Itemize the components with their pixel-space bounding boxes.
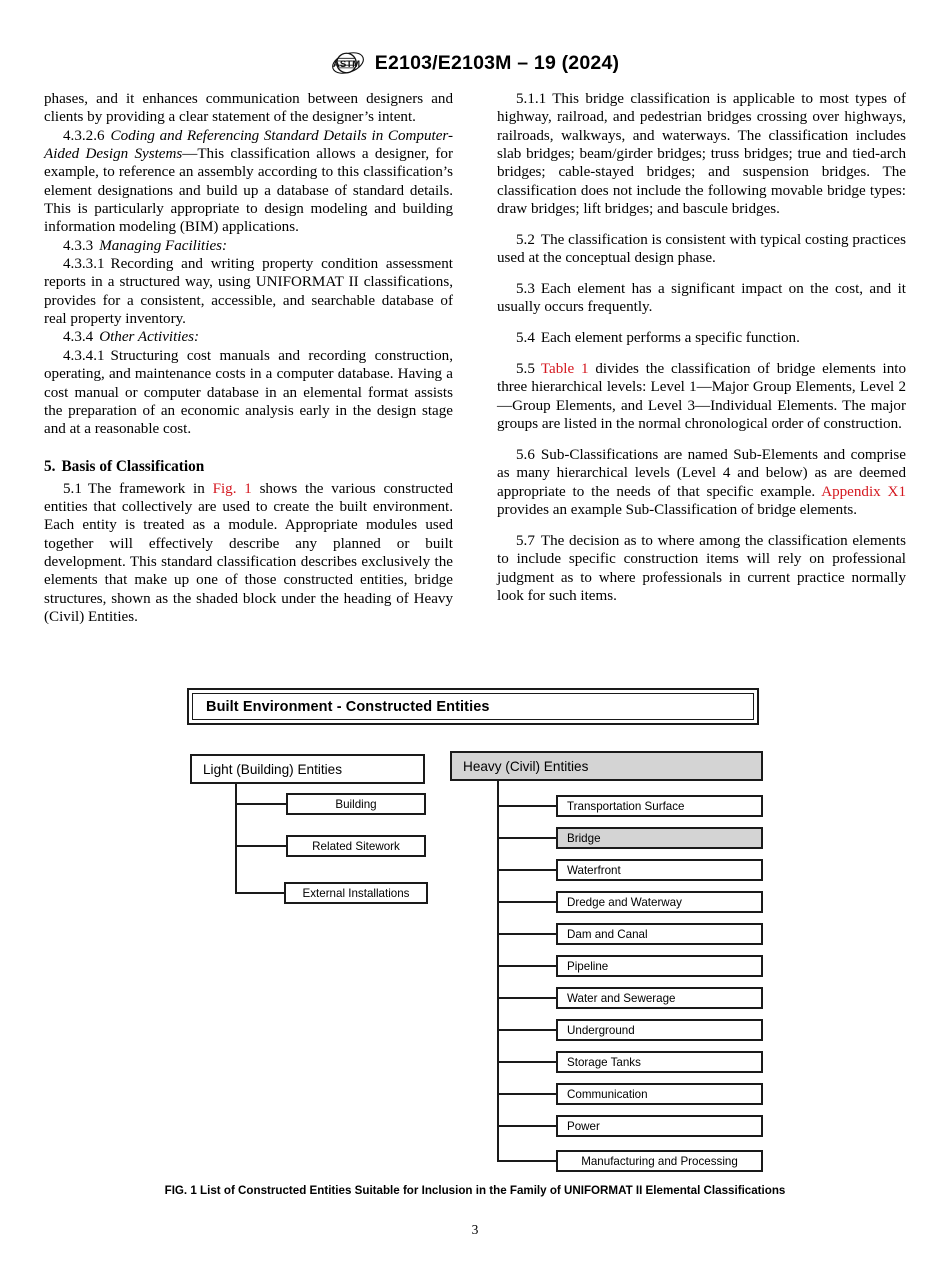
node-communication	[556, 1083, 763, 1105]
node-label: Related Sitework	[312, 839, 400, 853]
connector-horizontal-right-12	[497, 1160, 556, 1162]
connector-horizontal-left-3	[235, 892, 286, 894]
clause-number: 5.1.1	[516, 91, 547, 107]
paragraph-5-1-1	[497, 90, 906, 218]
paragraph-4-3-2-6	[44, 127, 453, 237]
node-label: Water and Sewerage	[567, 991, 676, 1005]
clause-number: 5.3	[516, 281, 535, 298]
node-bridge	[556, 827, 763, 849]
page-header	[0, 48, 950, 78]
connector-horizontal-right-6	[497, 965, 556, 967]
diagram-title-box-inner	[192, 693, 754, 720]
diagram-title-box	[187, 688, 759, 725]
appendix-cross-reference-link[interactable]: Appendix X1	[821, 483, 906, 500]
paragraph-5-6	[497, 446, 906, 519]
connector-horizontal-right-11	[497, 1125, 556, 1127]
node-dam-and-canal	[556, 923, 763, 945]
clause-number: 5.4	[516, 330, 535, 347]
clause-body: Each element has a significant impact on the cost, and it usually occurs frequently.	[497, 281, 906, 316]
clause-body: divides the classification of bridge elements into three hierarchical levels: Level 1—Major Group Elements, Level 2—Group Elements, and Level 3—Individual Elements. The major groups are listed in the normal chronological order of construction.	[497, 361, 907, 433]
branch-head-label: Light (Building) Entities	[203, 761, 343, 777]
node-water-and-sewerage	[556, 987, 763, 1009]
paragraph-4-3-4	[44, 328, 453, 346]
node-label: Waterfront	[567, 863, 621, 877]
branch-head-light-building-entities	[190, 754, 425, 784]
node-label: Transportation Surface	[567, 799, 685, 813]
constructed-entities-diagram	[164, 688, 786, 1197]
paragraph-5-4	[497, 329, 906, 347]
standard-designation: E2103/E2103M – 19 (2024)	[374, 51, 620, 74]
clause-number: 4.3.4	[63, 329, 94, 346]
clause-body: Structuring cost manuals and recording construction, operating, and maintenance costs in a computer database. Having a cost manual or computer database in an elemental format assists the preparation of an economic analysis early in the design stage and at a reasonable cost.	[44, 347, 453, 438]
clause-number: 5.6	[516, 447, 535, 463]
connector-horizontal-right-8	[497, 1029, 556, 1031]
node-label: Storage Tanks	[567, 1055, 641, 1069]
node-label: Bridge	[567, 831, 601, 845]
clause-title: Other Activities:	[99, 329, 200, 346]
paragraph-continuation: phases, and it enhances communication between designers and clients by providing a clear statement of the designer’s intent.	[44, 91, 453, 126]
connector-horizontal-left-1	[235, 803, 288, 805]
clause-number: 4.3.2.6	[63, 127, 105, 144]
branch-head-label: Heavy (Civil) Entities	[463, 758, 589, 774]
table-cross-reference-link[interactable]: Table 1	[540, 361, 589, 378]
node-label: Manufacturing and Processing	[581, 1154, 738, 1168]
clause-body: The classification is consistent with typical costing practices used at the conceptual design phase.	[497, 231, 906, 267]
paragraph-4-3-4-1	[44, 347, 453, 439]
paragraph-5-5	[497, 360, 906, 433]
paragraph-4-3-3	[44, 237, 453, 255]
node-label: Dredge and Waterway	[567, 895, 682, 909]
clause-body: Recording and writing property condition assessment reports in a structured way, using UNIFORMAT II classifications, provides for a consistent, accessible, and searchable database of real property inventory.	[44, 256, 453, 328]
node-related-sitework	[286, 835, 426, 857]
page-number: 3	[471, 1222, 479, 1237]
clause-number: 4.3.3	[63, 237, 94, 254]
paragraph-5-3	[497, 280, 906, 317]
node-storage-tanks	[556, 1051, 763, 1073]
node-power	[556, 1115, 763, 1137]
clause-number: 5.7	[516, 532, 535, 549]
node-transportation-surface	[556, 795, 763, 817]
connector-vertical-left	[235, 784, 237, 894]
node-label: Pipeline	[567, 959, 609, 973]
clause-body-a: Sub-Classifications are named Sub-Elements and comprise as many hierarchical levels (Level 4 and below) as are deemed appropriate to the needs of that specific example.	[497, 447, 906, 500]
node-external-installations	[284, 882, 428, 904]
node-pipeline	[556, 955, 763, 977]
clause-body: The decision as to where among the classification elements to include specific construction items will rely on professional judgment as to where professionals in current practice normally look for such items.	[497, 532, 906, 604]
connector-horizontal-right-2	[497, 837, 556, 839]
connector-horizontal-right-4	[497, 901, 556, 903]
connector-horizontal-right-9	[497, 1061, 556, 1063]
svg-text:ASTM: ASTM	[332, 59, 360, 71]
paragraph-5-2	[497, 231, 906, 268]
node-waterfront	[556, 859, 763, 881]
node-label: Power	[567, 1119, 600, 1133]
clause-body: This bridge classification is applicable to most types of highway, railroad, and pedestrian bridges crossing over highways, railroads, walkways, and waterways. The classification includes slab bridges; beam/girder bridges; truss bridges; true and tied-arch bridges; cable-stayed bridges; and suspension bridges. The classification does not include the following movable bridge types: draw bridges; lift bridges; and bascule bridges.	[497, 91, 906, 218]
clause-body: Each element performs a specific function.	[540, 330, 800, 347]
clause-number: 4.3.3.1	[63, 256, 105, 273]
connector-horizontal-left-2	[235, 845, 288, 847]
right-column	[497, 90, 906, 626]
paragraph-5-1	[44, 480, 453, 627]
section-number: 5.	[44, 457, 56, 475]
clause-title: Coding and Referencing Standard Details in Computer-Aided Design Systems	[44, 127, 453, 163]
node-building	[286, 793, 426, 815]
node-label: External Installations	[302, 886, 410, 900]
section-heading-5	[44, 439, 453, 480]
clause-title: Managing Facilities:	[99, 237, 228, 254]
connector-horizontal-right-7	[497, 997, 556, 999]
node-dredge-and-waterway	[556, 891, 763, 913]
connector-horizontal-right-1	[497, 805, 556, 807]
body-columns	[44, 90, 906, 626]
branch-head-heavy-civil-entities	[450, 751, 763, 781]
node-manufacturing-and-processing	[556, 1150, 763, 1172]
diagram-title-label: Built Environment - Constructed Entities	[206, 698, 490, 715]
connector-horizontal-right-3	[497, 869, 556, 871]
figure-caption: FIG. 1 List of Constructed Entities Suitable for Inclusion in the Family of UNIFORMAT II Elemental Classifications	[164, 1184, 786, 1197]
clause-body-b: shows the various constructed entities that collectively are used to create the built environment. Each entity is treated as a module. Appropriate modules used together will effectively describe any planned or built development. This standard classification describes exclusively the elements that make up one of those constructed entities, bridge structures, shown as the shaded block under the heading of Heavy (Civil) Entities.	[44, 480, 454, 625]
clause-body-b: provides an example Sub-Classification of bridge elements.	[497, 502, 858, 519]
clause-number: 5.1	[63, 480, 82, 497]
paragraph-5-7	[497, 532, 906, 605]
node-label: Dam and Canal	[567, 927, 648, 941]
clause-number: 5.5	[516, 361, 535, 378]
astm-logo-icon	[331, 48, 365, 78]
connector-horizontal-right-5	[497, 933, 556, 935]
clause-body-a: The framework in	[87, 480, 205, 497]
node-label: Communication	[567, 1087, 648, 1101]
section-title: Basis of Classification	[61, 457, 205, 475]
clause-body: —This classification allows a designer, for example, to reference an assembly according to this classification’s element designations and build up a database of standard details. This is particularly appropriate to design modeling and building information modeling (BIM) applications.	[44, 146, 453, 236]
node-underground	[556, 1019, 763, 1041]
clause-number: 5.2	[516, 231, 535, 248]
node-label: Building	[335, 797, 377, 811]
figure-1	[0, 688, 950, 1197]
figure-cross-reference-link[interactable]: Fig. 1	[212, 480, 252, 497]
node-label: Underground	[567, 1023, 635, 1037]
connector-horizontal-right-10	[497, 1093, 556, 1095]
clause-number: 4.3.4.1	[63, 347, 105, 364]
paragraph-4-3-3-1	[44, 255, 453, 328]
left-column	[44, 90, 453, 626]
